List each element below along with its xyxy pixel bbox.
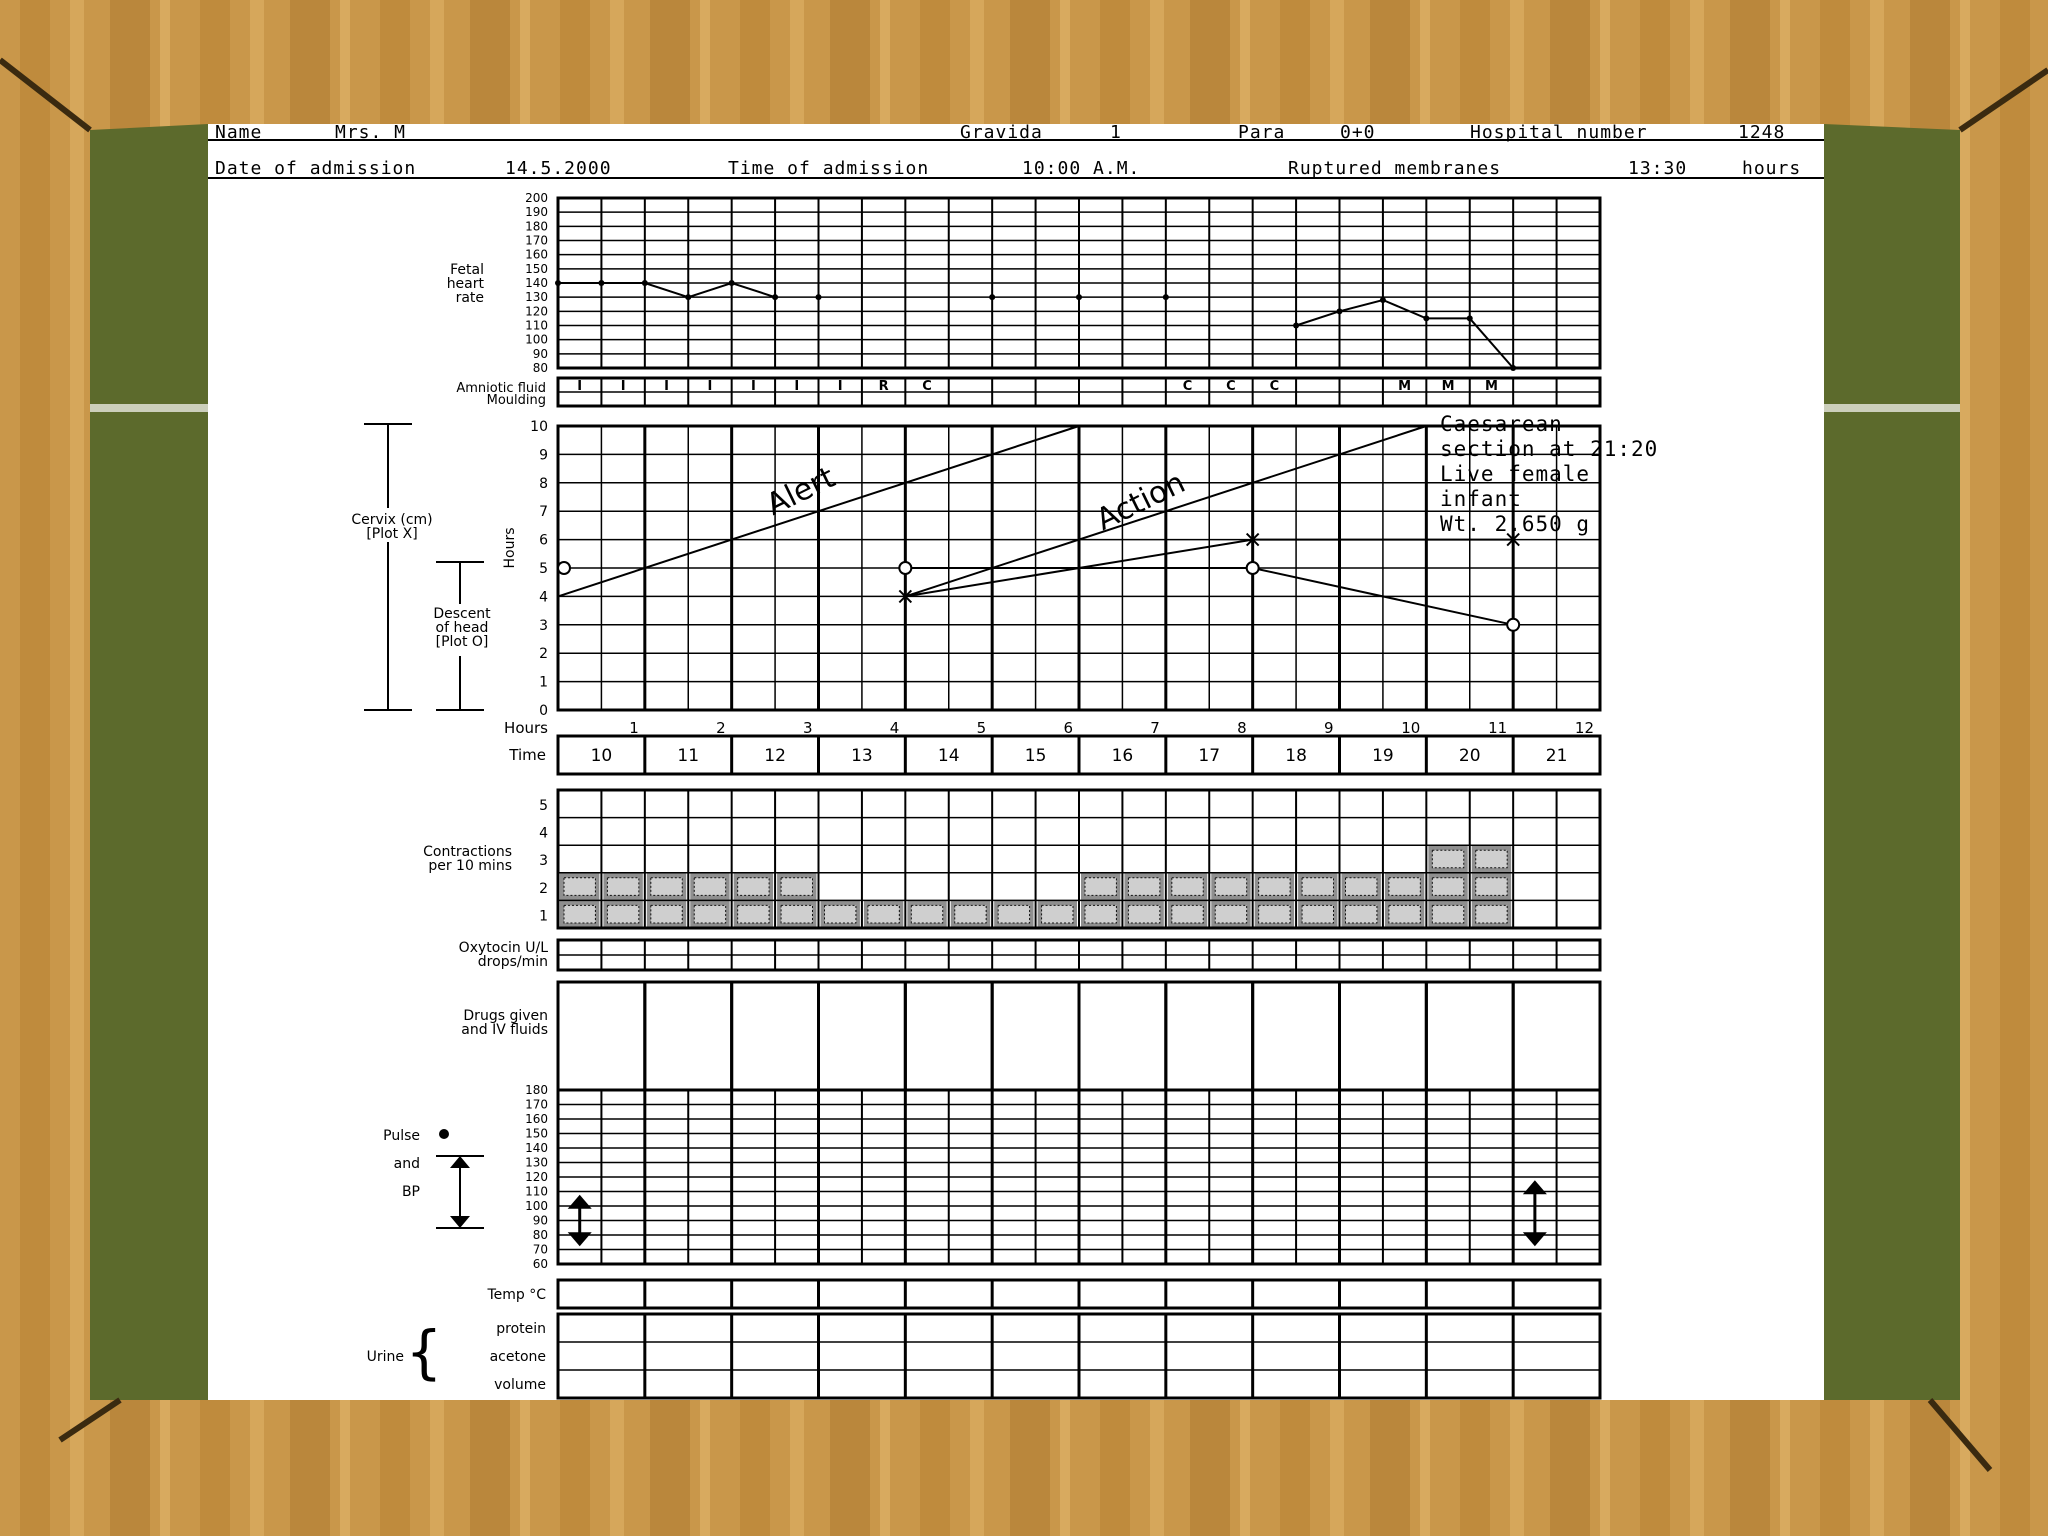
fhr-series-line-point bbox=[729, 280, 735, 286]
amniotic-mark: I bbox=[794, 379, 800, 394]
hour-tick: 7 bbox=[1150, 719, 1160, 737]
cervix-tick-label: 7 bbox=[539, 504, 548, 521]
note-line-1: Caesarean bbox=[1440, 412, 1563, 436]
contractions-tick-label: 3 bbox=[539, 853, 548, 870]
name-label: Name bbox=[215, 122, 263, 143]
time-cell: 12 bbox=[764, 746, 786, 766]
note-line-3: Live female bbox=[1440, 462, 1591, 486]
contraction-fill bbox=[998, 905, 1029, 923]
fhr-tick-label: 100 bbox=[525, 332, 548, 347]
contraction-fill bbox=[607, 878, 638, 896]
contraction-fill bbox=[738, 878, 769, 896]
contraction-fill bbox=[868, 905, 899, 923]
drugs-label-line: Drugs given bbox=[463, 1008, 548, 1024]
contraction-fill bbox=[781, 878, 812, 896]
contraction-fill bbox=[911, 905, 942, 923]
amniotic-mark: I bbox=[707, 379, 713, 394]
contraction-fill bbox=[738, 905, 769, 923]
pulse-tick-label: 100 bbox=[525, 1199, 548, 1213]
contraction-fill bbox=[1476, 905, 1507, 923]
hour-tick: 10 bbox=[1401, 719, 1421, 737]
cervix-tick-label: 3 bbox=[539, 617, 548, 634]
contraction-fill bbox=[651, 878, 682, 896]
cervix-tick-label: 10 bbox=[530, 419, 548, 435]
cervix-tick-label: 4 bbox=[539, 589, 548, 606]
time-cell: 18 bbox=[1285, 746, 1307, 766]
amniotic-mark: I bbox=[837, 379, 843, 394]
time-label: Time bbox=[509, 746, 546, 764]
contraction-fill bbox=[564, 878, 595, 896]
amniotic-mark: M bbox=[1398, 379, 1412, 394]
pulse-tick-label: 80 bbox=[532, 1228, 548, 1242]
fhr-series-line-2-point bbox=[1510, 365, 1516, 371]
contractions-tick-label: 5 bbox=[539, 798, 548, 814]
contraction-fill bbox=[781, 905, 812, 923]
contraction-fill bbox=[1476, 850, 1507, 868]
urine-row-label: protein bbox=[496, 1321, 546, 1337]
contraction-fill bbox=[651, 905, 682, 923]
fhr-tick-label: 130 bbox=[525, 290, 548, 305]
cervix-tick-label: 5 bbox=[539, 561, 548, 577]
fhr-series-line-point bbox=[685, 294, 691, 300]
amniotic-mark: M bbox=[1484, 379, 1498, 394]
amniotic-mark: I bbox=[620, 379, 626, 394]
cervix-tick-label: 0 bbox=[539, 703, 548, 719]
contractions-label-line: Contractions bbox=[423, 844, 512, 860]
and-label: and bbox=[393, 1156, 420, 1172]
contraction-fill bbox=[694, 878, 725, 896]
time-cell: 21 bbox=[1545, 746, 1568, 766]
fhr-tick-label: 120 bbox=[525, 304, 548, 319]
contraction-fill bbox=[1128, 905, 1159, 923]
cervix-tick-label: 6 bbox=[539, 532, 548, 549]
pulse-tick-label: 130 bbox=[525, 1155, 548, 1170]
pulse-tick-label: 150 bbox=[525, 1126, 548, 1141]
pulse-tick-label: 90 bbox=[532, 1213, 548, 1228]
cervix-label-line: [Plot X] bbox=[366, 526, 418, 542]
fhr-tick-label: 190 bbox=[525, 205, 548, 220]
contractions-tick-label: 2 bbox=[539, 880, 548, 897]
contraction-fill bbox=[1042, 905, 1073, 923]
alert-label: Alert bbox=[761, 460, 841, 523]
fhr-tick-label: 80 bbox=[532, 361, 548, 375]
fhr-series-line-2-point bbox=[1380, 297, 1386, 303]
contraction-fill bbox=[1346, 878, 1377, 896]
fhr-series-line-point bbox=[555, 280, 561, 286]
descent-label-line: Descent bbox=[433, 606, 491, 622]
admission-time-value: 10:00 A.M. bbox=[1022, 158, 1141, 179]
fhr-label-line: Fetal bbox=[450, 262, 484, 278]
fhr-tick-label: 200 bbox=[525, 191, 548, 205]
name-value: Mrs. M bbox=[335, 122, 407, 143]
para-value: 0+0 bbox=[1340, 122, 1376, 143]
contraction-fill bbox=[955, 905, 986, 923]
hospital-number-label: Hospital number bbox=[1470, 122, 1648, 143]
contraction-fill bbox=[1215, 905, 1246, 923]
time-cell: 11 bbox=[677, 746, 700, 766]
amniotic-mark: I bbox=[750, 379, 756, 394]
fhr-tick-label: 110 bbox=[525, 318, 548, 333]
amniotic-mark: C bbox=[1226, 379, 1236, 394]
amniotic-mark: C bbox=[922, 379, 932, 394]
fhr-series-line-2-point bbox=[1423, 315, 1429, 321]
amniotic-fluid-label: Amniotic fluid bbox=[456, 381, 546, 396]
contraction-fill bbox=[694, 905, 725, 923]
pulse-tick-label: 120 bbox=[525, 1170, 548, 1184]
fhr-series-line-point bbox=[772, 294, 778, 300]
contraction-fill bbox=[1389, 878, 1420, 896]
fhr-tick-label: 140 bbox=[525, 276, 548, 290]
amniotic-mark: C bbox=[1269, 379, 1280, 394]
pulse-tick-label: 160 bbox=[525, 1112, 548, 1126]
fhr-tick-label: 90 bbox=[532, 346, 548, 361]
fhr-label-line: rate bbox=[455, 290, 484, 306]
cervix-label-line: Cervix (cm) bbox=[351, 512, 433, 528]
oxytocin-label-line: Oxytocin U/L bbox=[458, 940, 548, 956]
time-cell: 15 bbox=[1024, 746, 1047, 766]
contraction-fill bbox=[1432, 878, 1463, 896]
urine-row-label: volume bbox=[494, 1377, 546, 1393]
fhr-label-line: heart bbox=[446, 276, 484, 292]
hour-tick: 1 bbox=[629, 719, 639, 737]
time-cell: 10 bbox=[590, 746, 613, 766]
hours-vertical-label: Hours bbox=[502, 527, 518, 569]
ruptured-membranes-unit: hours bbox=[1742, 158, 1802, 179]
contraction-fill bbox=[1432, 850, 1463, 868]
hour-tick: 9 bbox=[1323, 719, 1334, 737]
gravida-label: Gravida bbox=[960, 122, 1043, 143]
bp-legend-arrowhead-down bbox=[450, 1216, 470, 1228]
hour-tick: 6 bbox=[1063, 719, 1073, 737]
pulse-tick-label: 170 bbox=[525, 1097, 548, 1112]
hour-tick: 4 bbox=[889, 719, 900, 737]
contraction-fill bbox=[607, 905, 638, 923]
hour-tick: 2 bbox=[716, 719, 726, 737]
fhr-dot bbox=[816, 294, 822, 300]
fhr-dot bbox=[1076, 294, 1082, 300]
amniotic-mark: C bbox=[1182, 379, 1193, 394]
descent-label-line: [Plot O] bbox=[435, 634, 489, 650]
cervix-tick-label: 2 bbox=[539, 646, 548, 663]
hospital-number-value: 1248 bbox=[1738, 122, 1786, 143]
hour-tick: 12 bbox=[1574, 719, 1594, 737]
contraction-fill bbox=[1259, 878, 1290, 896]
contractions-label-line: per 10 mins bbox=[428, 858, 512, 874]
amniotic-mark: M bbox=[1441, 379, 1455, 394]
contraction-fill bbox=[1172, 905, 1203, 923]
pulse-tick-label: 70 bbox=[532, 1242, 548, 1257]
bp-legend-arrowhead-up bbox=[450, 1156, 470, 1168]
bp-diastolic-arrowhead bbox=[1523, 1232, 1547, 1246]
contraction-fill bbox=[1346, 905, 1377, 923]
contraction-fill bbox=[564, 905, 595, 923]
descent-label-line: of head bbox=[435, 620, 489, 636]
time-cell: 19 bbox=[1372, 746, 1394, 766]
contractions-tick-label: 4 bbox=[539, 825, 548, 842]
urine-row-label: acetone bbox=[489, 1349, 546, 1365]
hour-tick: 3 bbox=[802, 719, 813, 737]
fhr-series-line-point bbox=[642, 280, 648, 286]
fhr-series-line-2-point bbox=[1293, 323, 1299, 329]
bp-systolic-arrowhead bbox=[1523, 1180, 1547, 1194]
urine-brace: { bbox=[405, 1318, 443, 1386]
fhr-tick-label: 180 bbox=[525, 219, 548, 234]
admission-date-value: 14.5.2000 bbox=[505, 158, 612, 179]
note-line-2: section at 21:20 bbox=[1440, 437, 1659, 461]
cervix-tick-label: 8 bbox=[539, 475, 548, 492]
drugs-label-line: and IV fluids bbox=[461, 1022, 548, 1038]
ruptured-membranes-value: 13:30 bbox=[1628, 158, 1688, 179]
contraction-fill bbox=[1215, 878, 1246, 896]
cervix-tick-label: 1 bbox=[539, 674, 548, 691]
contraction-fill bbox=[1432, 905, 1463, 923]
moulding-label: Moulding bbox=[486, 393, 546, 408]
fhr-tick-label: 150 bbox=[525, 261, 548, 276]
ruptured-membranes-label: Ruptured membranes bbox=[1288, 158, 1502, 179]
pulse-tick-label: 110 bbox=[525, 1184, 548, 1199]
fhr-series-line-2-point bbox=[1337, 308, 1343, 314]
contraction-fill bbox=[1302, 878, 1333, 896]
descent-o-marker bbox=[1247, 562, 1259, 574]
pulse-tick-label: 180 bbox=[525, 1083, 548, 1097]
bp-label: BP bbox=[401, 1184, 420, 1200]
amniotic-mark: I bbox=[664, 379, 669, 394]
fhr-series-line-2 bbox=[1296, 300, 1513, 368]
fhr-series-line-point bbox=[598, 280, 604, 286]
time-cell: 13 bbox=[851, 746, 873, 766]
contractions-tick-label: 1 bbox=[539, 908, 548, 925]
bp-diastolic-arrowhead bbox=[568, 1232, 592, 1246]
hours-label: Hours bbox=[504, 719, 548, 737]
hour-tick: 11 bbox=[1488, 719, 1508, 737]
pulse-tick-label: 60 bbox=[532, 1257, 548, 1271]
descent-o-marker bbox=[558, 562, 570, 574]
para-label: Para bbox=[1238, 122, 1286, 143]
time-cell: 20 bbox=[1458, 746, 1481, 766]
contraction-fill bbox=[1259, 905, 1290, 923]
temp-label: Temp °C bbox=[487, 1287, 546, 1303]
contraction-fill bbox=[1302, 905, 1333, 923]
descent-o-marker bbox=[899, 562, 911, 574]
contraction-fill bbox=[1172, 878, 1203, 896]
hour-tick: 5 bbox=[976, 719, 987, 737]
oxytocin-label-line: drops/min bbox=[477, 954, 548, 970]
time-cell: 16 bbox=[1111, 746, 1134, 766]
pulse-tick-label: 140 bbox=[525, 1141, 548, 1155]
fhr-series-line bbox=[558, 283, 775, 297]
fhr-dot bbox=[1163, 294, 1169, 300]
time-cell: 14 bbox=[937, 746, 960, 766]
note-line-4: infant bbox=[1440, 487, 1522, 511]
time-cell: 17 bbox=[1198, 746, 1221, 766]
note-line-5: Wt. 2.650 g bbox=[1440, 512, 1591, 536]
descent-o-marker bbox=[1507, 619, 1519, 631]
admission-date-label: Date of admission bbox=[215, 158, 417, 179]
contraction-fill bbox=[1085, 905, 1116, 923]
hour-tick: 8 bbox=[1237, 719, 1247, 737]
contraction-fill bbox=[1476, 878, 1507, 896]
pulse-label: Pulse bbox=[383, 1128, 420, 1144]
admission-time-label: Time of admission bbox=[728, 158, 930, 179]
contraction-fill bbox=[1128, 878, 1159, 896]
amniotic-mark: I bbox=[577, 379, 583, 394]
contraction-fill bbox=[825, 905, 856, 923]
action-label: Action bbox=[1090, 465, 1191, 538]
fhr-tick-label: 170 bbox=[525, 233, 548, 248]
pulse-dot-legend bbox=[439, 1129, 449, 1139]
bp-systolic-arrowhead bbox=[568, 1195, 592, 1209]
contraction-fill bbox=[1085, 878, 1116, 896]
fhr-dot bbox=[989, 294, 995, 300]
fhr-tick-label: 160 bbox=[525, 247, 548, 262]
contraction-fill bbox=[1389, 905, 1420, 923]
cervix-tick-label: 9 bbox=[539, 447, 548, 464]
amniotic-mark: R bbox=[878, 379, 889, 394]
urine-label: Urine bbox=[366, 1349, 404, 1365]
fhr-series-line-2-point bbox=[1467, 315, 1473, 321]
gravida-value: 1 bbox=[1110, 122, 1122, 143]
